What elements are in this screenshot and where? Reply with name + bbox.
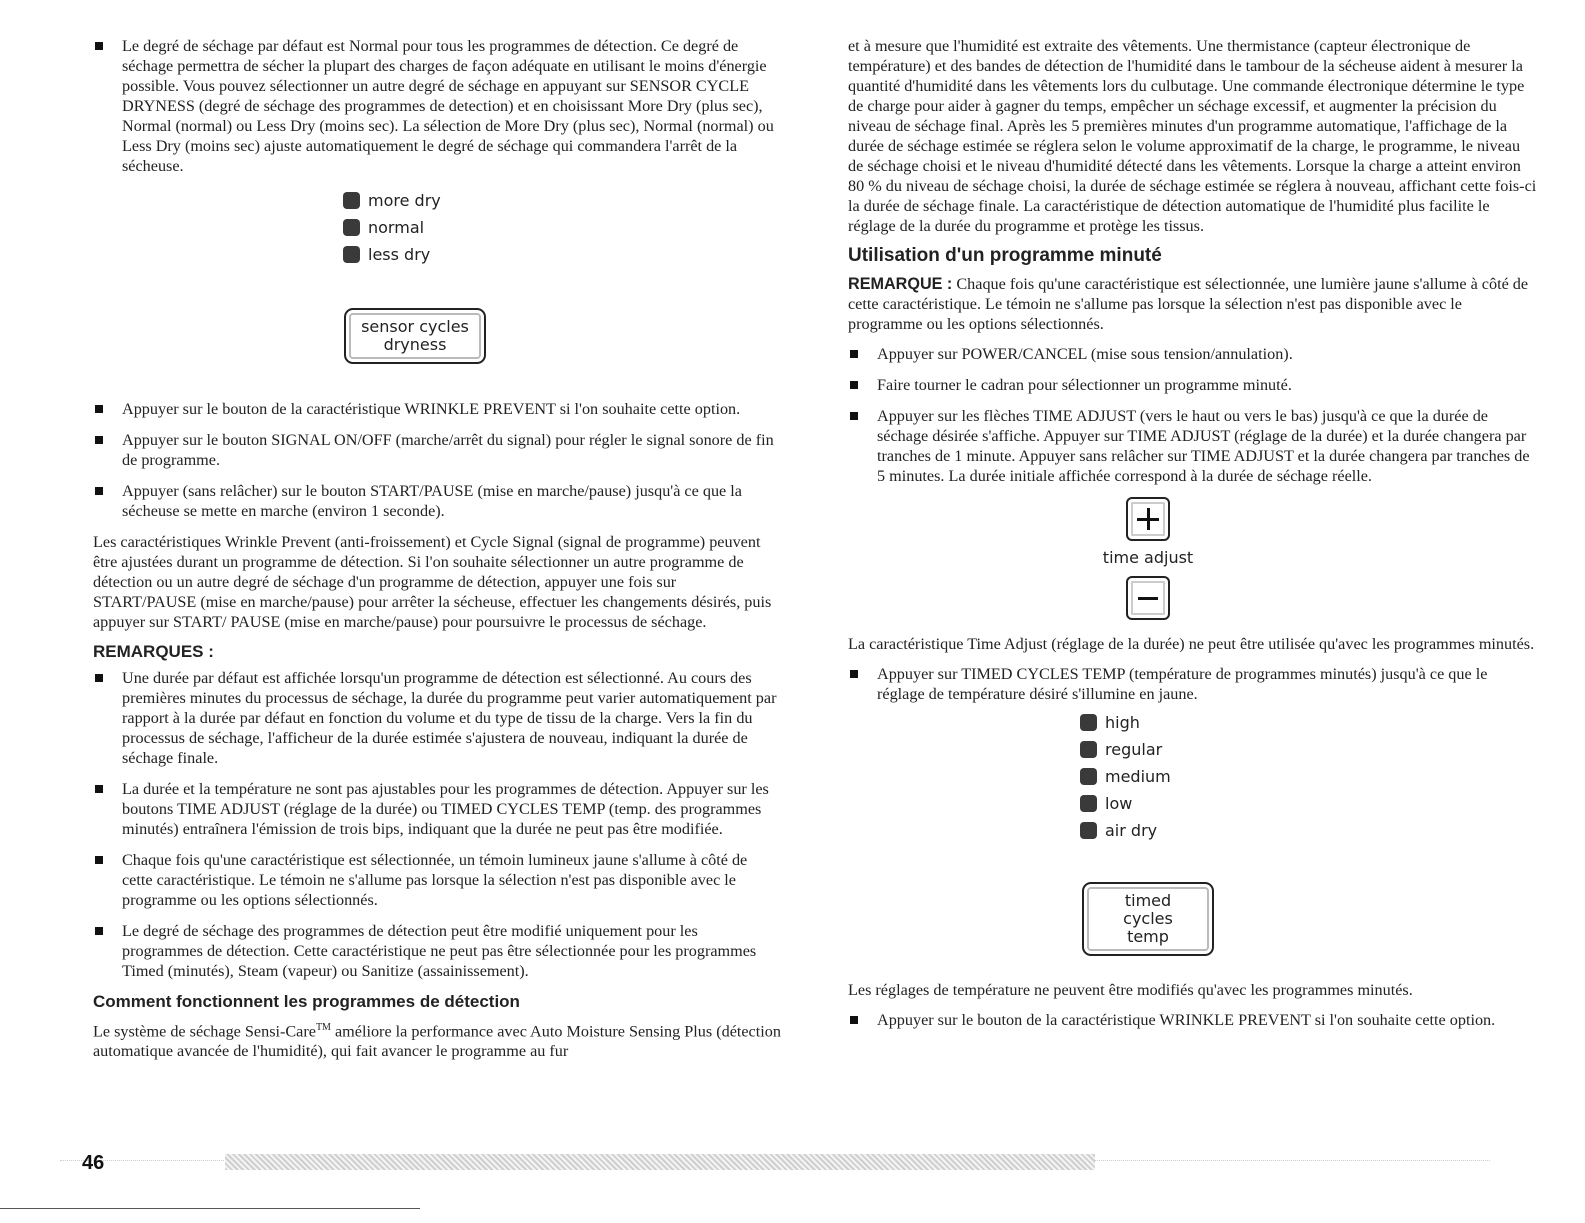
temperature-indicator-list xyxy=(1080,709,1538,844)
indicator-low: low xyxy=(1080,790,1538,817)
indicator-light-icon xyxy=(1080,741,1097,758)
bullet-power-cancel: Appuyer sur POWER/CANCEL (mise sous tension/annulation). xyxy=(848,344,1538,364)
sensor-cycles-heading: Comment fonctionnent les programmes de détection xyxy=(93,992,520,1011)
bullet-signal: Appuyer sur le bouton SIGNAL ON/OFF (marche/arrêt du signal) pour régler le signal sonore de fin de programme. xyxy=(93,430,781,470)
footer-band xyxy=(225,1154,1095,1170)
timed-cycles-temp-button: timed cycles temp xyxy=(1082,882,1214,956)
indicator-regular: regular xyxy=(1080,736,1538,763)
time-adjust-label: time adjust xyxy=(1102,548,1194,567)
indicator-light-icon xyxy=(343,192,360,209)
moisture-sensing-paragraph: et à mesure que l'humidité est extraite des vêtements. Une thermistance (capteur électronique de température) et des bandes de détection de l'humidité dans le tambour de la sécheuse aident à mesurer la quantité d'humidité dans les vêtements lors du culbutage. Une commande électronique détermine le type de charge pour aider à gagner du temps, empêcher un séchage excessif, et augmenter la précision du niveau de séchage final. Après les 5 premières minutes d'un programme automatique, l'affichage de la durée de séchage estimée se réglera selon le volume approximatif de la charge, le programme, le niveau de séchage choisi et le niveau d'humidité détecté dans les vêtements. Lorsque la charge a atteint environ 80 % du niveau de séchage choisi, la durée de séchage estimée se réglera à nouveau, affichant cette fois-ci la durée de séchage finale. La caractéristique de détection automatique de l'humidité plus facilite le réglage de la durée du programme et protège les tissus. xyxy=(848,37,1537,235)
indicator-light-icon xyxy=(1080,795,1097,812)
indicator-high: high xyxy=(1080,709,1538,736)
left-column xyxy=(93,36,781,1071)
indicator-less-dry: less dry xyxy=(343,241,781,268)
page-number: 46 xyxy=(82,1152,105,1174)
page-footer xyxy=(60,1148,1490,1178)
note-dryness-level: Le degré de séchage des programmes de détection peut être modifié uniquement pour les programmes de détection. Cette caractéristique ne peut pas être sélectionnée pour les programmes Timed (minutés), Steam (vapeur) ou Sanitize (assainissement). xyxy=(93,921,781,981)
adjust-during-cycle-paragraph: Les caractéristiques Wrinkle Prevent (anti-froissement) et Cycle Signal (signal de programme) peuvent être ajustées durant un programme de détection. Si l'on souhaite sélectionner un autre programme de détection ou un autre degré de séchage d'un programme de détection, appuyer une fois sur START/PAUSE (mise en marche/pause) pour arrêter la sécheuse, effectuer les changements désirés, puis appuyer sur START/ PAUSE (mise en marche/pause) pour poursuivre le processus de séchage. xyxy=(93,533,772,631)
timed-cycle-heading: Utilisation d'un programme minuté xyxy=(848,245,1162,266)
indicator-more-dry: more dry xyxy=(343,187,781,214)
bullet-wrinkle-prevent-timed: Appuyer sur le bouton de la caractéristique WRINKLE PREVENT si l'on souhaite cette option. xyxy=(848,1010,1538,1030)
temperature-settings-paragraph: Les réglages de température ne peuvent être modifiés qu'avec les programmes minutés. xyxy=(848,981,1413,999)
minus-icon xyxy=(1126,576,1170,620)
indicator-air-dry: air dry xyxy=(1080,817,1538,844)
time-adjust-control xyxy=(848,497,1448,620)
plus-icon xyxy=(1126,497,1170,541)
sensor-cycles-dryness-button: sensor cycles dryness xyxy=(344,308,486,364)
indicator-light-icon xyxy=(1080,768,1097,785)
indicator-light-icon xyxy=(1080,714,1097,731)
bullet-timed-cycles-temp: Appuyer sur TIMED CYCLES TEMP (température de programmes minutés) jusqu'à ce que le réglage de température désiré s'illumine en jaune. xyxy=(848,664,1538,704)
bullet-wrinkle-prevent: Appuyer sur le bouton de la caractéristique WRINKLE PREVENT si l'on souhaite cette option. xyxy=(93,399,781,419)
indicator-light-icon xyxy=(343,246,360,263)
remarques-heading: REMARQUES : xyxy=(93,642,214,661)
default-dryness-bullet: Le degré de séchage par défaut est Normal pour tous les programmes de détection. Ce degré de séchage permettra de sécher la plupart des charges de façon adéquate en utilisant le moins d'énergie possible. Vous pouvez sélectionner un autre degré de séchage en appuyant sur SENSOR CYCLE DRYNESS (degré de séchage des programmes de detection) et en choisissant More Dry (plus sec), Normal (normal) ou Less Dry (moins sec). La sélection de More Dry (plus sec), Normal (normal) ou Less Dry (moins sec) ajuste automatiquement le degré de séchage qui commandera l'arrêt de la sécheuse. xyxy=(93,36,781,176)
bullet-time-adjust: Appuyer sur les flèches TIME ADJUST (vers le haut ou vers le bas) jusqu'à ce que la durée de séchage désirée s'affiche. Appuyer sur TIME ADJUST (réglage de la durée) et la durée changera par tranches de 1 minute. Appuyer sans relâcher sur TIME ADJUST et la durée changera par tranches de 5 minutes. La durée initiale affichée correspond à la durée de séchage réelle. xyxy=(848,406,1538,486)
indicator-normal: normal xyxy=(343,214,781,241)
bullet-start-pause: Appuyer (sans relâcher) sur le bouton START/PAUSE (mise en marche/pause) jusqu'à ce que la sécheuse se mette en marche (environ 1 seconde). xyxy=(93,481,781,521)
sensi-care-paragraph: Le système de séchage Sensi-Care™ améliore la performance avec Auto Moisture Sensing Plus (détection automatique avancée de l'humidité), qui fait avancer le programme au fur xyxy=(93,1022,781,1061)
indicator-light-icon xyxy=(1080,822,1097,839)
bottom-rule xyxy=(0,1208,420,1209)
dryness-indicator-list xyxy=(343,187,781,268)
note-indicator-light: Chaque fois qu'une caractéristique est sélectionnée, un témoin lumineux jaune s'allume à côté de cette caractéristique. Le témoin ne s'allume pas lorsque la sélection n'est pas disponible avec le programme ou les options sélectionnés. xyxy=(93,850,781,910)
remarque-paragraph: REMARQUE : Chaque fois qu'une caractéristique est sélectionnée, une lumière jaune s'allume à côté de cette caractéristique. Le témoin ne s'allume pas lorsque la sélection n'est pas disponible avec le programme ou les options sélectionnés. xyxy=(848,275,1529,333)
indicator-light-icon xyxy=(343,219,360,236)
note-time-temp: La durée et la température ne sont pas ajustables pour les programmes de détection. Appuyer sur les boutons TIME ADJUST (réglage de la durée) ou TIMED CYCLES TEMP (temp. des programmes minutés) entraînera l'émission de trois bips, indiquant que la durée ne peut pas être modifiée. xyxy=(93,779,781,839)
note-default-time: Une durée par défaut est affichée lorsqu'un programme de détection est sélectionné. Au cours des premières minutes du processus de séchage, la durée du programme peut varier automatiquement par rapport à la durée par défaut en fonction du volume et du type de tissu de la charge. Vers la fin du processus de séchage, l'afficheur de la durée estimée s'ajustera de nouveau, indiquant la durée de séchage finale. xyxy=(93,668,781,768)
indicator-medium: medium xyxy=(1080,763,1538,790)
bullet-dial: Faire tourner le cadran pour sélectionner un programme minuté. xyxy=(848,375,1538,395)
right-column xyxy=(848,36,1538,1041)
time-adjust-paragraph: La caractéristique Time Adjust (réglage de la durée) ne peut être utilisée qu'avec les programmes minutés. xyxy=(848,635,1535,653)
